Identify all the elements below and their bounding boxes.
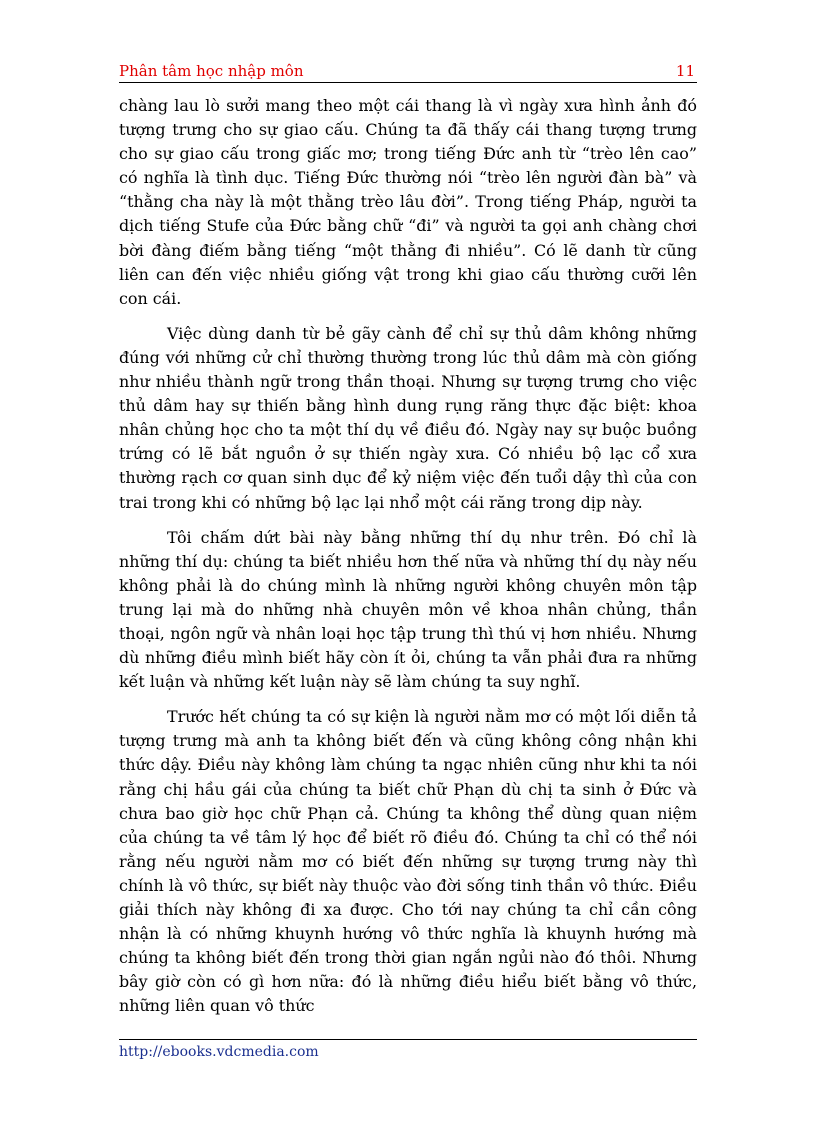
footer-divider xyxy=(119,1039,697,1040)
paragraph: Trước hết chúng ta có sự kiện là người nằm mơ có một lối diễn tả tượng trưng mà anh ta không biết đến và cũng không công nhận khi thức dậy. Điều này không làm chúng ta ngạc nhiên cũng như khi ta nói rằng chị hầu gái của chúng ta biết chữ Phạn dù chị ta sinh ở Đức và chưa bao giờ học chữ Phạn cả. Chúng ta không thể dùng quan niệm của chúng ta về tâm lý học để biết rõ điều đó. Chúng ta chỉ có thể nói rằng nếu người nằm mơ có biết đến những sự tượng trưng này thì chính là vô thức, sự biết này thuộc vào đời sống tinh thần vô thức. Điều giải thích này không đi xa được. Cho tới nay chúng ta chỉ cần công nhận là có những khuynh hướng vô thức nghĩa là khuynh hướng mà chúng ta không biết đến trong thời gian ngắn ngủi nào đó thôi. Nhưng bây giờ còn có gì hơn nữa: đó là những điều hiểu biết bằng vô thức, những liên quan vô thức xyxy=(119,707,697,1016)
body-text xyxy=(119,94,697,1029)
paragraph: Việc dùng danh từ bẻ gãy cành để chỉ sự thủ dâm không những đúng với những cử chỉ thường thường trong lúc thủ dâm mà còn giống như nhiều thành ngữ trong thần thoại. Nhưng sự tượng trưng cho việc thủ dâm hay sự thiến bằng hình dung rụng răng thực đặc biệt: khoa nhân chủng học cho ta một thí dụ về điều đó. Ngày nay sự buộc buồng trứng có lẽ bắt nguồn ở sự thiến ngày xưa. Có nhiều bộ lạc cổ xưa thường rạch cơ quan sinh dục để kỷ niệm việc đến tuổi dậy thì của con trai trong khi có những bộ lạc lại nhổ một cái răng trong dịp này. xyxy=(119,323,697,512)
footer-link[interactable]: http://ebooks.vdcmedia.com xyxy=(119,1044,319,1060)
page-number: 11 xyxy=(675,62,695,80)
header-title: Phân tâm học nhập môn xyxy=(119,62,304,80)
paragraph: Tôi chấm dứt bài này bằng những thí dụ như trên. Đó chỉ là những thí dụ: chúng ta biết nhiều hơn thế nữa và những thí dụ này nếu không phải là do chúng mình là những người không chuyên môn tập trung lại mà do những nhà chuyên môn về khoa nhân chủng, thần thoại, ngôn ngữ và nhân loại học tập trung thì thú vị hơn nhiều. Nhưng dù những điều mình biết hãy còn ít ỏi, chúng ta vẫn phải đưa ra những kết luận và những kết luận này sẽ làm chúng ta suy nghĩ. xyxy=(119,527,697,692)
paragraph: chàng lau lò sưởi mang theo một cái thang là vì ngày xưa hình ảnh đó tượng trưng cho sự giao cấu. Chúng ta đã thấy cái thang tượng trưng cho sự giao cấu trong giấc mơ; trong tiếng Đức anh từ “trèo lên cao” có nghĩa là tình dục. Tiếng Đức thường nói “trèo lên người đàn bà” và “thằng cha này là một thằng trèo lâu đời”. Trong tiếng Pháp, người ta dịch tiếng Stufe của Đức bằng chữ “đi” và người ta gọi anh chàng chơi bời đàng điếm bằng tiếng “một thằng đi nhiều”. Có lẽ danh từ cũng liên can đến việc nhiều giống vật trong khi giao cấu thường cưỡi lên con cái. xyxy=(119,96,697,308)
running-header xyxy=(119,60,697,83)
